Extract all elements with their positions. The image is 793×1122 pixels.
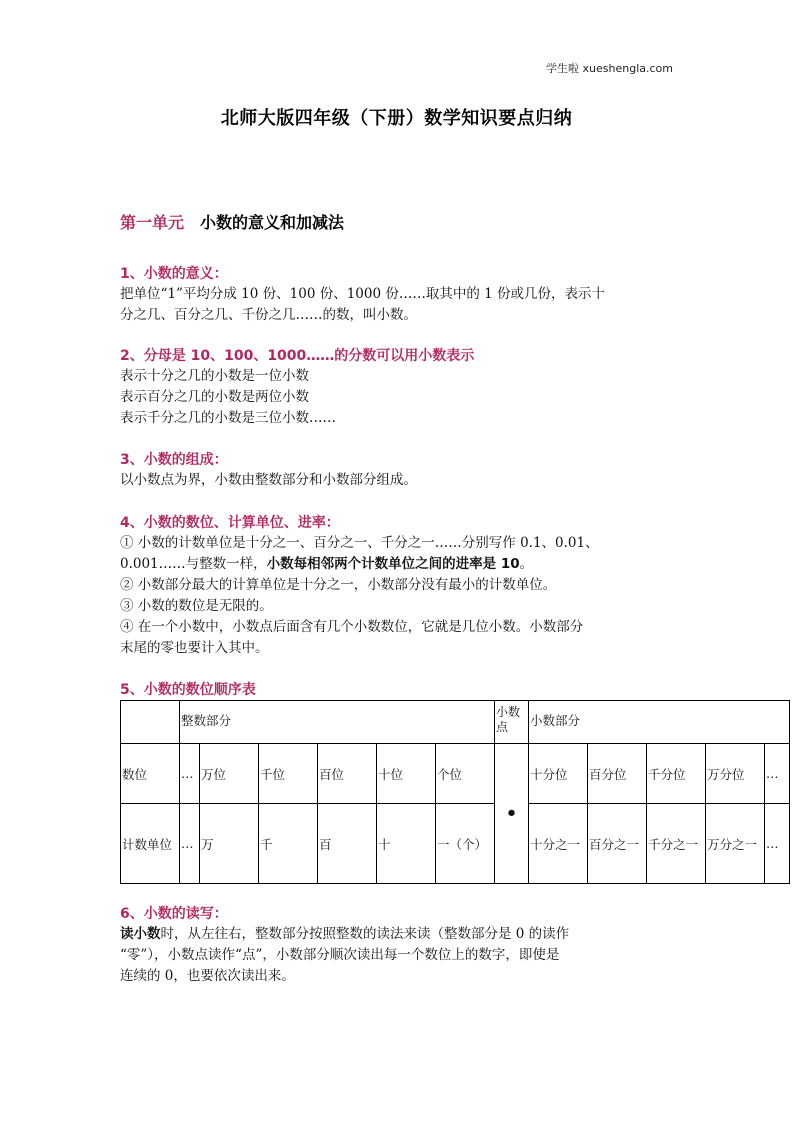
section-2 <box>120 346 680 429</box>
section-2-line: 表示千分之几的小数是三位小数…… <box>120 410 336 426</box>
section-6-line: 连续的 0，也要依次读出来。 <box>120 968 295 984</box>
table-cell: 千分位 <box>647 744 706 804</box>
decimal-point-header-line: 点 <box>496 720 509 734</box>
table-cell <box>121 701 180 744</box>
section-1-heading: 1、小数的意义： <box>120 266 228 282</box>
row-label: 数位 <box>121 744 180 804</box>
decimal-point-header <box>495 701 529 744</box>
section-6-emphasis: 读小数 <box>120 926 161 942</box>
section-4-line <box>120 554 680 575</box>
table-cell: 一（个） <box>436 804 495 884</box>
section-2-line: 表示百分之几的小数是两位小数 <box>120 389 309 405</box>
table-row <box>121 804 790 884</box>
unit-heading <box>120 210 344 233</box>
section-6-text: 时，从左往右，整数部分按照整数的读法来读（整数部分是 0 的读作 <box>160 926 570 942</box>
row-label: 计数单位 <box>121 804 180 884</box>
table-cell: 百 <box>318 804 377 884</box>
table-cell: 十 <box>377 804 436 884</box>
section-3 <box>120 450 680 491</box>
decimal-part-header: 小数部分 <box>529 701 790 744</box>
section-3-heading: 3、小数的组成： <box>120 452 228 468</box>
section-1-line: 把单位“1”平均分成 10 份、100 份、1000 份……取其中的 1 份或几份，表示十 <box>120 286 606 302</box>
table-cell: … <box>180 744 200 804</box>
table-row <box>121 744 790 804</box>
section-6 <box>120 904 680 987</box>
table-row <box>121 701 790 744</box>
table-cell: 百分之一 <box>588 804 647 884</box>
table-cell: … <box>180 804 200 884</box>
table-cell: 十位 <box>377 744 436 804</box>
section-4-line: ④ 在一个小数中，小数点后面含有几个小数数位，它就是几位小数。小数部分 <box>120 619 584 635</box>
decimal-point-symbol: • <box>495 744 529 884</box>
section-3-line: 以小数点为界，小数由整数部分和小数部分组成。 <box>120 472 417 488</box>
table-cell: … <box>765 804 790 884</box>
section-4-text: 0.001……与整数一样， <box>120 556 267 572</box>
section-6-line <box>120 924 680 945</box>
table-cell: 十分位 <box>529 744 588 804</box>
table-cell: … <box>765 744 790 804</box>
table-cell: 百分位 <box>588 744 647 804</box>
section-1-line: 分之几、百分之几、千份之几……的数，叫小数。 <box>120 307 417 323</box>
unit-name: 小数的意义和加减法 <box>200 213 345 232</box>
section-4 <box>120 513 680 659</box>
section-6-line: “零”），小数点读作“点”，小数部分顺次读出每一个数位上的数字，即使是 <box>120 947 560 963</box>
section-1 <box>120 264 680 326</box>
table-cell: 千位 <box>259 744 318 804</box>
section-5 <box>120 680 680 700</box>
document-title: 北师大版四年级（下册）数学知识要点归纳 <box>220 108 573 129</box>
section-6-heading: 6、小数的读写： <box>120 906 228 922</box>
section-4-line: ③ 小数的数位是无限的。 <box>120 598 273 614</box>
table-cell: 万 <box>200 804 259 884</box>
section-4-line: ② 小数部分最大的计算单位是十分之一，小数部分没有最小的计数单位。 <box>120 577 557 593</box>
section-2-heading: 2、分母是 10、100、1000……的分数可以用小数表示 <box>120 348 475 364</box>
place-value-table <box>120 700 790 884</box>
table-cell: 百位 <box>318 744 377 804</box>
table-cell: 万位 <box>200 744 259 804</box>
table-cell: 十分之一 <box>529 804 588 884</box>
section-4-heading: 4、小数的数位、计算单位、进率： <box>120 515 340 531</box>
section-5-heading: 5、小数的数位顺序表 <box>120 682 256 698</box>
integer-part-header: 整数部分 <box>180 701 495 744</box>
section-4-emphasis: 小数每相邻两个计数单位之间的进率是 10 <box>266 556 520 572</box>
table-cell: 千 <box>259 804 318 884</box>
section-4-line: 末尾的零也要计入其中。 <box>120 640 269 656</box>
section-4-text: 。 <box>519 556 534 572</box>
section-2-line: 表示十分之几的小数是一位小数 <box>120 368 309 384</box>
unit-number: 第一单元 <box>120 213 185 232</box>
decimal-point-header-line: 小数 <box>496 705 521 719</box>
section-4-line: ① 小数的计数单位是十分之一、百分之一、千分之一……分别写作 0.1、0.01、 <box>120 535 599 551</box>
table-cell: 个位 <box>436 744 495 804</box>
table-cell: 万分位 <box>706 744 765 804</box>
table-cell: 万分之一 <box>706 804 765 884</box>
table-cell: 千分之一 <box>647 804 706 884</box>
site-watermark: 学生啦 xueshengla.com <box>546 62 673 75</box>
